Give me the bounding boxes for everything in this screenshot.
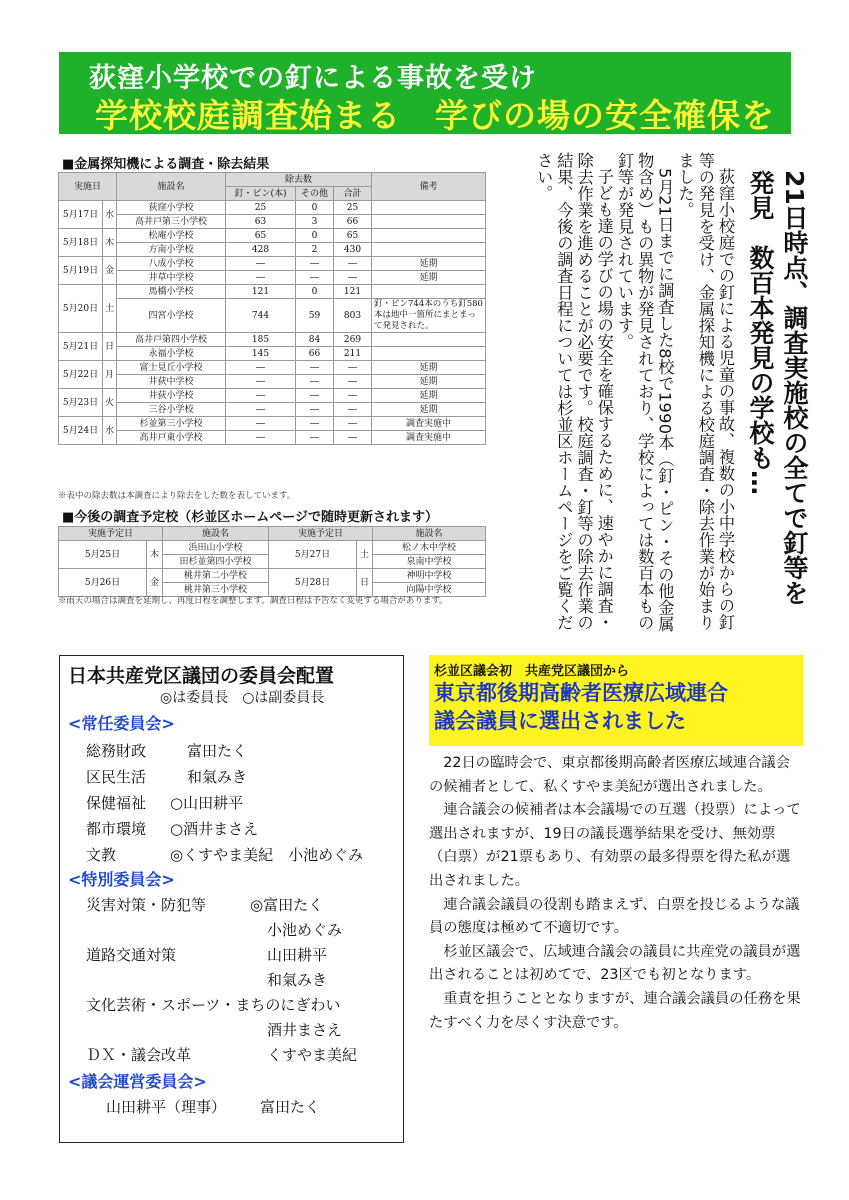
results-date: 5月19日 <box>59 257 103 285</box>
schedule-header-facility: 施設名 <box>163 527 269 541</box>
schedule-header-date-2: 実施予定日 <box>269 527 373 541</box>
results-header-note: 備考 <box>372 173 486 201</box>
committee-name: 区民生活 <box>86 768 147 786</box>
schedule-date: 5月28日 <box>269 569 357 597</box>
results-other: ― <box>296 271 334 285</box>
results-nails: 65 <box>226 229 296 243</box>
results-note <box>372 333 486 347</box>
results-date: 5月23日 <box>59 389 103 417</box>
results-date: 5月18日 <box>59 229 103 257</box>
committee-name: 総務財政 <box>86 742 147 760</box>
table-row <box>59 201 486 215</box>
results-title: ■金属探知機による調査・除去結果 <box>62 157 270 172</box>
schedule-date: 5月27日 <box>269 541 357 569</box>
results-note <box>372 229 486 243</box>
results-total: ― <box>334 431 372 445</box>
results-facility: 富士見丘小学校 <box>117 361 226 375</box>
results-date: 5月24日 <box>59 417 103 445</box>
right-paragraph: 連合議会議員の役割も踏まえず、白票を投じるような議員の態度は極めて不適切です。 <box>429 896 800 937</box>
committee-members: ◎富田たく <box>250 896 324 914</box>
schedule-dow: 土 <box>357 541 373 569</box>
results-total: 430 <box>334 243 372 257</box>
results-header-nails: 釘・ピン(本) <box>226 187 296 201</box>
committee-name: 文化芸術・スポーツ・まちのにぎわい <box>86 996 341 1014</box>
committee-name: 都市環境 <box>86 820 147 838</box>
results-date: 5月20日 <box>59 285 103 333</box>
vertical-paragraph: 荻窪小校庭での釘による児童の事故、複数の小中学校からの釘等の発見を受け、金属探知機による校庭調査・除去作業が始まりました。 <box>675 152 735 631</box>
results-other: ― <box>296 361 334 375</box>
results-note <box>372 347 486 361</box>
results-other: ― <box>296 431 334 445</box>
table-row <box>59 271 486 285</box>
results-facility: 高井戸第三小学校 <box>117 215 226 229</box>
results-nails: ― <box>226 257 296 271</box>
schedule-facility: 松ノ木中学校 <box>373 541 486 555</box>
results-nails: 428 <box>226 243 296 257</box>
schedule-facility: 桃井第二小学校 <box>163 569 269 583</box>
special-committee-label: <特別委員会> <box>68 870 175 889</box>
table-row <box>59 257 486 271</box>
schedule-facility: 浜田山小学校 <box>163 541 269 555</box>
table-row <box>59 285 486 299</box>
results-other: 0 <box>296 285 334 299</box>
results-dow: 火 <box>103 389 117 417</box>
results-footnote: ※表中の除去数は本調査により除去をした数を表しています。 <box>58 491 296 501</box>
committee-members: ◎くすやま美紀 小池めぐみ <box>170 846 364 864</box>
results-total: 121 <box>334 285 372 299</box>
results-note <box>372 243 486 257</box>
results-facility: 井荻小学校 <box>117 389 226 403</box>
results-facility: 高井戸東小学校 <box>117 431 226 445</box>
results-other: 66 <box>296 347 334 361</box>
results-nails: ― <box>226 431 296 445</box>
headline-banner <box>59 52 791 134</box>
results-nails: 145 <box>226 347 296 361</box>
right-article-body <box>429 752 803 1035</box>
table-row <box>59 229 486 243</box>
right-paragraph: 連合議会の候補者は本会議場での互選（投票）によって選出されますが、19日の議長選挙結果を受け、無効票（白票）が21票もあり、有効票の最多得票を得た私が選出されました。 <box>429 802 801 889</box>
schedule-header-date: 実施予定日 <box>59 527 163 541</box>
results-nails: 185 <box>226 333 296 347</box>
results-note: 釘・ピン744本のうち釘580本は地中一箇所にまとまって発見された。 <box>372 299 486 333</box>
results-note <box>372 215 486 229</box>
results-total: ― <box>334 271 372 285</box>
results-header-removed: 除去数 <box>226 173 372 187</box>
headline-line2: 学校校庭調査始まる 学びの場の安全確保を <box>95 96 775 135</box>
results-nails: ― <box>226 403 296 417</box>
right-article-header <box>429 655 803 746</box>
schedule-title: ■今後の調査予定校（杉並区ホームページで随時更新されます） <box>62 510 439 525</box>
results-nails: ― <box>226 375 296 389</box>
results-note <box>372 201 486 215</box>
right-article-headline <box>434 679 728 735</box>
vertical-paragraph: 5月21日までに調査した8校で1990本（釘・ピン・その他金属物含め）もの異物が発見されており、学校によっては数百本もの釘等が発見されています。 <box>614 152 675 633</box>
results-other: ― <box>296 403 334 417</box>
results-nails: ― <box>226 389 296 403</box>
results-dow: 木 <box>103 229 117 257</box>
results-date: 5月22日 <box>59 361 103 389</box>
results-other: 0 <box>296 201 334 215</box>
right-paragraph: 重責を担うこととなりますが、連合議会議員の任務を果たすべく力を尽くす決意です。 <box>429 990 801 1031</box>
schedule-table <box>58 526 486 597</box>
results-note: 調査実施中 <box>372 431 486 445</box>
schedule-facility: 桃井第三小学校 <box>163 583 269 597</box>
results-facility: 馬橋小学校 <box>117 285 226 299</box>
committee-members: 富田たく <box>260 1098 321 1116</box>
table-row <box>59 243 486 257</box>
table-row <box>59 431 486 445</box>
committee-members: ○酒井まさえ <box>170 820 259 838</box>
committee-box <box>59 655 404 1143</box>
vertical-article-heading <box>743 170 811 650</box>
results-note: 延期 <box>372 361 486 375</box>
vertical-heading-line2: 発見 数百本発見の学校も… <box>746 170 775 495</box>
standing-committee-label: <常任委員会> <box>68 714 175 733</box>
committee-members: 和氣みき <box>187 768 248 786</box>
results-other: ― <box>296 375 334 389</box>
table-row <box>59 389 486 403</box>
results-other: 0 <box>296 229 334 243</box>
results-facility: 八成小学校 <box>117 257 226 271</box>
table-row <box>59 403 486 417</box>
results-header-date: 実施日 <box>59 173 117 201</box>
schedule-facility: 向陽中学校 <box>373 583 486 597</box>
results-facility: 杉並第三小学校 <box>117 417 226 431</box>
results-date: 5月21日 <box>59 333 103 361</box>
committee-name: 道路交通対策 <box>86 946 177 964</box>
results-note: 調査実施中 <box>372 417 486 431</box>
table-row <box>59 215 486 229</box>
committee-name: ＤＸ・議会改革 <box>86 1046 192 1064</box>
results-note: 延期 <box>372 375 486 389</box>
right-headline-line2: 議会議員に選出されました <box>434 709 686 733</box>
right-article-kicker: 杉並区議会初 共産党区議団から <box>434 664 630 679</box>
committee-members: 小池めぐみ <box>267 921 343 939</box>
table-row <box>59 347 486 361</box>
table-row <box>59 299 486 333</box>
results-other: ― <box>296 389 334 403</box>
schedule-date: 5月26日 <box>59 569 147 597</box>
results-date: 5月17日 <box>59 201 103 229</box>
results-facility: 高井戸第四小学校 <box>117 333 226 347</box>
schedule-header-facility-2: 施設名 <box>373 527 486 541</box>
results-total: 269 <box>334 333 372 347</box>
table-row <box>59 361 486 375</box>
results-note <box>372 285 486 299</box>
results-total: 803 <box>334 299 372 333</box>
table-row <box>59 375 486 389</box>
results-nails: 25 <box>226 201 296 215</box>
table-row <box>59 333 486 347</box>
results-header-other: その他 <box>296 187 334 201</box>
results-total: ― <box>334 361 372 375</box>
committee-legend: ◎は委員長 ○は副委員長 <box>160 690 325 706</box>
schedule-dow: 日 <box>357 569 373 597</box>
results-facility: 井荻中学校 <box>117 375 226 389</box>
schedule-facility: 田杉並第四小学校 <box>163 555 269 569</box>
results-note: 延期 <box>372 271 486 285</box>
results-facility: 方南小学校 <box>117 243 226 257</box>
vertical-heading-line1: 21日時点、調査実施校の全てで釘等を <box>780 170 809 605</box>
vertical-paragraph: 子ども達の学びの場の安全を確保するために、速やかに調査・除去作業を進めることが必要です。校庭調査・釘等の除去作業の結果、今後の調査日程については杉並区ホームページをご覧ください。 <box>534 152 614 631</box>
committee-title: 日本共産党区議団の委員会配置 <box>68 665 335 687</box>
results-facility: 松庵小学校 <box>117 229 226 243</box>
results-nails: 744 <box>226 299 296 333</box>
schedule-dow: 金 <box>147 569 163 597</box>
schedule-facility: 神明中学校 <box>373 569 486 583</box>
results-nails: 63 <box>226 215 296 229</box>
results-facility: 井草中学校 <box>117 271 226 285</box>
results-header-total: 合計 <box>334 187 372 201</box>
schedule-date: 5月25日 <box>59 541 147 569</box>
results-note: 延期 <box>372 389 486 403</box>
results-total: ― <box>334 257 372 271</box>
right-headline-line1: 東京都後期高齢者医療広域連合 <box>434 681 728 705</box>
results-facility: 荻窪小学校 <box>117 201 226 215</box>
results-total: 66 <box>334 215 372 229</box>
results-total: 211 <box>334 347 372 361</box>
results-note: 延期 <box>372 257 486 271</box>
results-dow: 金 <box>103 257 117 285</box>
results-facility: 四宮小学校 <box>117 299 226 333</box>
committee-name: 災害対策・防犯等 <box>86 896 207 914</box>
results-other: ― <box>296 257 334 271</box>
committee-members: 酒井まさえ <box>267 1021 343 1039</box>
schedule-footnote: ※雨天の場合は調査を延期し、再度日程を調整します。調査日程は予告なく変更する場合があります。 <box>58 596 448 606</box>
results-dow: 月 <box>103 361 117 389</box>
results-dow: 水 <box>103 201 117 229</box>
schedule-dow: 木 <box>147 541 163 569</box>
results-nails: ― <box>226 361 296 375</box>
results-dow: 日 <box>103 333 117 361</box>
headline-line1: 荻窪小学校での釘による事故を受け <box>89 63 537 94</box>
results-other: 2 <box>296 243 334 257</box>
committee-members: 山田耕平（理事） <box>106 1098 227 1116</box>
results-body <box>59 201 486 445</box>
committee-members: くすやま美紀 <box>267 1046 358 1064</box>
results-nails: 121 <box>226 285 296 299</box>
results-total: ― <box>334 375 372 389</box>
results-total: 25 <box>334 201 372 215</box>
results-total: ― <box>334 417 372 431</box>
results-nails: ― <box>226 417 296 431</box>
results-table <box>58 172 486 445</box>
results-nails: ― <box>226 271 296 285</box>
schedule-facility: 泉南中学校 <box>373 555 486 569</box>
right-paragraph: 22日の臨時会で、東京都後期高齢者医療広域連合議会の候補者として、私くすやま美紀が選出されました。 <box>429 755 791 795</box>
results-total: ― <box>334 403 372 417</box>
results-other: 84 <box>296 333 334 347</box>
results-total: 65 <box>334 229 372 243</box>
committee-name: 文教 <box>86 846 117 864</box>
results-dow: 土 <box>103 285 117 333</box>
steering-committee-label: <議会運営委員会> <box>68 1072 207 1091</box>
results-other: 59 <box>296 299 334 333</box>
results-facility: 三谷小学校 <box>117 403 226 417</box>
right-paragraph: 杉並区議会で、広域連合議会の議員に共産党の議員が選出されることは初めてで、23区でも初となります。 <box>429 943 801 984</box>
committee-members: 富田たく <box>187 742 248 760</box>
results-header-facility: 施設名 <box>117 173 226 201</box>
committee-members: 和氣みき <box>267 971 328 989</box>
results-facility: 永福小学校 <box>117 347 226 361</box>
committee-name: 保健福祉 <box>86 794 147 812</box>
vertical-article-body <box>533 152 735 642</box>
committee-members: 山田耕平 <box>267 946 328 964</box>
table-row <box>59 417 486 431</box>
results-note: 延期 <box>372 403 486 417</box>
committee-members: ○山田耕平 <box>170 794 244 812</box>
results-other: 3 <box>296 215 334 229</box>
results-other: ― <box>296 417 334 431</box>
results-total: ― <box>334 389 372 403</box>
results-dow: 水 <box>103 417 117 445</box>
